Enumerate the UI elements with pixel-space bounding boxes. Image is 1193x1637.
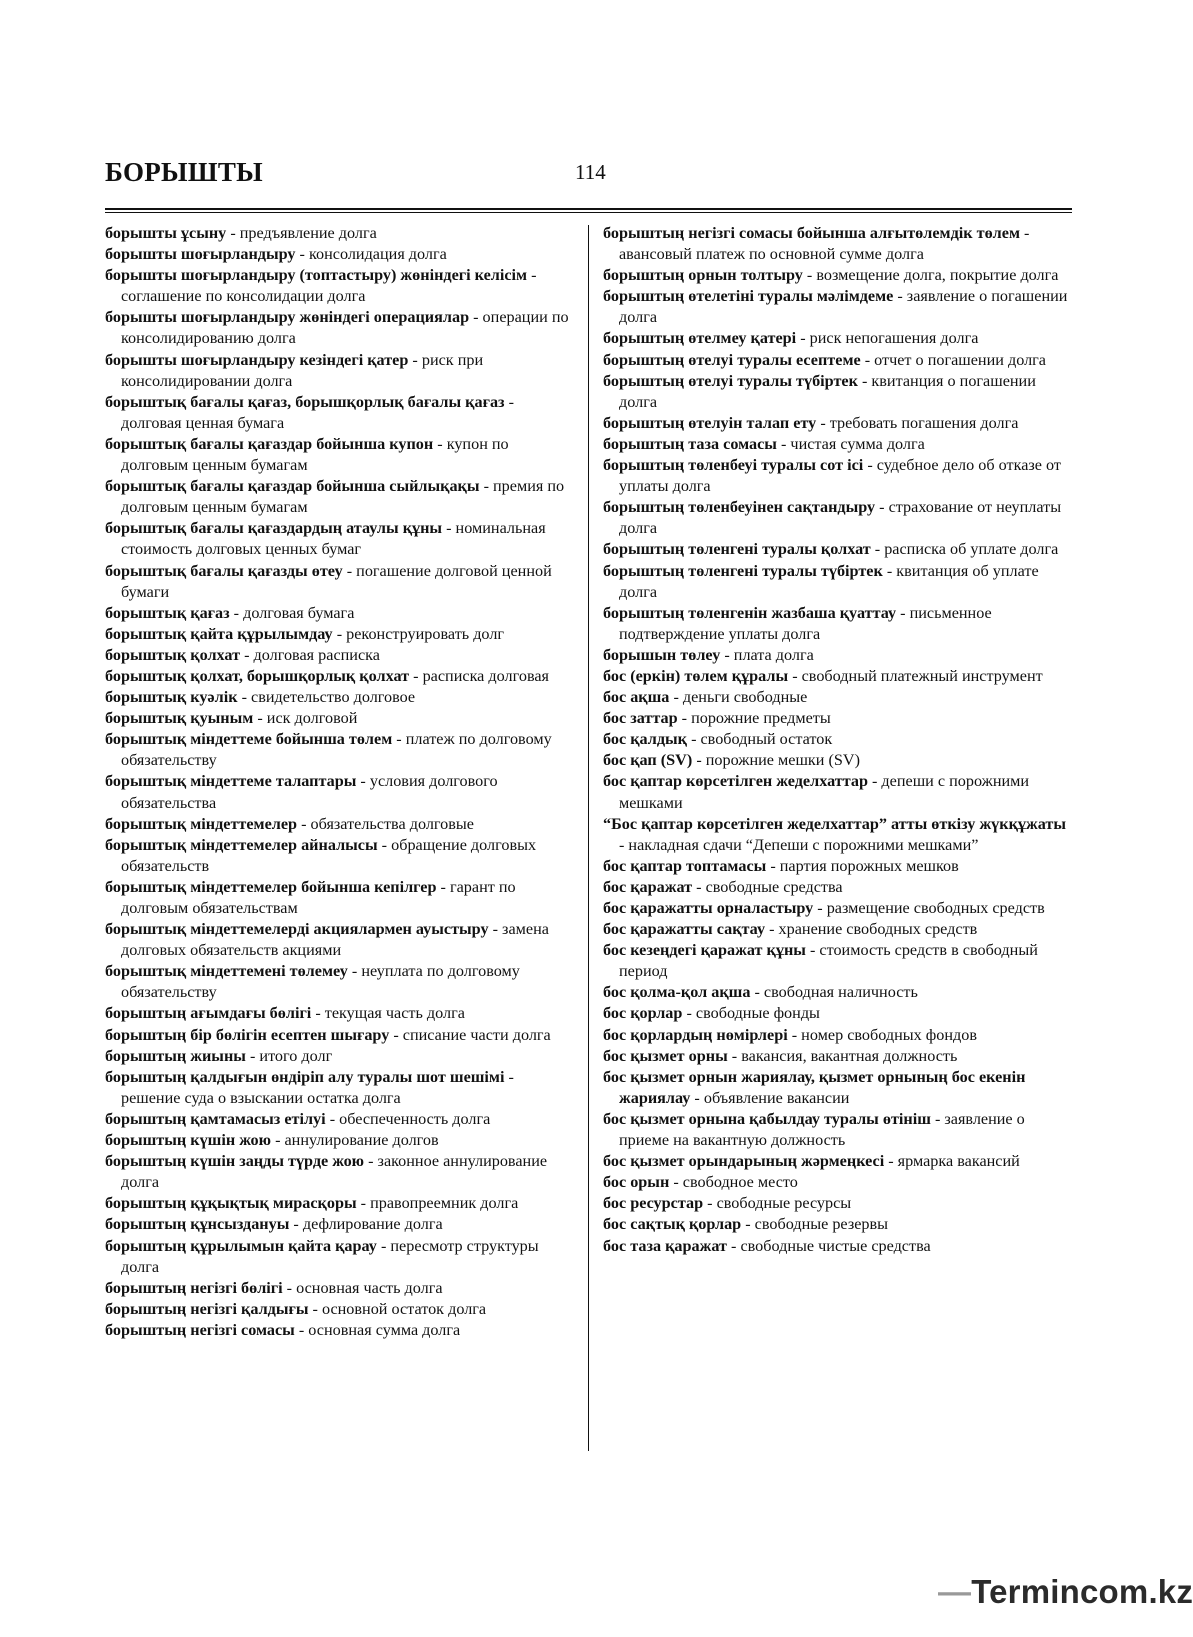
dictionary-entry: [105, 350, 577, 392]
dictionary-entry: [603, 919, 1073, 940]
entry-definition: - долговая расписка: [240, 645, 380, 664]
dictionary-entry: [603, 413, 1073, 434]
dictionary-entry: [105, 1299, 577, 1320]
dictionary-entry: [603, 434, 1073, 455]
entry-definition: - свидетельство долговое: [237, 688, 416, 707]
entry-term: борыштық бағалы қағаздар бойынша купон: [105, 434, 434, 453]
entry-term: борыштың төленбеуінен сақтандыру: [603, 498, 876, 517]
entry-definition: - свободное место: [669, 1173, 798, 1192]
entry-term: борыштың төленбеуі туралы сот ісі: [603, 456, 864, 475]
entry-term: борышын төлеу: [603, 645, 721, 664]
entry-term: борыштың құрылымын қайта қарау: [105, 1236, 377, 1255]
entry-term: борыштың қалдығын өндіріп алу туралы шот шешімі: [105, 1067, 505, 1086]
entry-definition: - иск долговой: [253, 709, 358, 728]
entry-term: борыштың күшін заңды түрде жою: [105, 1152, 365, 1171]
entry-definition: - размещение свободных средств: [813, 899, 1045, 917]
entry-definition: - порожние мешки (SV): [692, 751, 860, 770]
dictionary-entry: [105, 561, 577, 603]
entry-term: бос қолма-қол ақша: [603, 983, 751, 1002]
dictionary-entry: [105, 244, 577, 265]
dictionary-entry: [603, 265, 1073, 286]
entry-definition: - письменное подтверждение уплаты долга: [619, 603, 992, 643]
entry-term: бос ақша: [603, 688, 670, 707]
entry-term: бос сақтық қорлар: [603, 1215, 742, 1234]
left-column: [105, 223, 577, 1341]
dictionary-entry: [105, 1320, 577, 1341]
entry-term: бос қаптар топтамасы: [603, 856, 767, 875]
entry-term: борыштың өтелуін талап ету: [603, 413, 817, 432]
entry-term: бос қалдық: [603, 730, 688, 749]
entry-term: борыштың өтелуі туралы есептеме: [603, 350, 861, 369]
dictionary-entry: [603, 771, 1073, 813]
dictionary-entry: [603, 666, 1073, 687]
dictionary-entry: [603, 1193, 1073, 1214]
entry-definition: - свободная наличность: [750, 983, 918, 1002]
dictionary-entry: [603, 603, 1073, 645]
entry-definition: - риск при консолидировании долга: [121, 350, 484, 390]
header-rule: [105, 208, 1072, 210]
entry-definition: - свободные ресурсы: [703, 1194, 852, 1213]
entry-term: борыштық міндеттемелерді акциялармен ауыстыру: [105, 920, 489, 939]
entry-term: борыштың төленгені туралы қолхат: [603, 540, 871, 559]
header-rule-thin: [105, 212, 1072, 213]
entry-term: борышты шоғырландыру (топтастыру) жөніндегі келісім: [105, 266, 528, 285]
dictionary-entry: [105, 666, 577, 687]
entry-term: борыштың таза сомасы: [603, 434, 777, 453]
entry-definition: - премия по долговым ценным бумагам: [121, 477, 565, 517]
entry-definition: - замена долговых обязательств акциями: [121, 920, 549, 960]
entry-term: борыштық міндеттемелер айналысы: [105, 835, 378, 854]
entry-definition: - законное аннулирование долга: [121, 1152, 548, 1192]
dictionary-entry: [603, 898, 1073, 919]
entry-definition: - итого долг: [245, 1046, 333, 1065]
dictionary-entry: [603, 750, 1073, 771]
dictionary-entry: [105, 476, 577, 518]
dictionary-entry: [603, 1046, 1073, 1067]
entry-definition: - решение суда о взыскании остатка долга: [121, 1067, 514, 1107]
dictionary-entry: [603, 940, 1073, 982]
dictionary-entry: [603, 1025, 1073, 1046]
entry-definition: - неуплата по долговому обязательству: [121, 962, 520, 1002]
entry-term: борыштың жиыны: [105, 1046, 246, 1065]
dictionary-entry: [105, 307, 577, 349]
entry-term: борыштың өтелмеу қатері: [603, 329, 797, 348]
dictionary-entry: [105, 1130, 577, 1151]
entry-term: борыштық қолхат: [105, 645, 241, 664]
entry-definition: - партия порожных мешков: [766, 856, 959, 875]
entry-definition: - авансовый платеж по основной сумме долга: [619, 224, 1030, 264]
entry-definition: - обязательства долговые: [297, 814, 474, 833]
dictionary-entry: [105, 1067, 577, 1109]
entry-term: бос қорлардың нөмірлері: [603, 1025, 788, 1044]
dictionary-entry: [603, 223, 1073, 265]
entry-definition: - списание части долга: [389, 1025, 551, 1044]
entry-definition: - стоимость средств в свободный период: [619, 941, 1038, 981]
entry-definition: - свободные средства: [692, 877, 843, 896]
entry-definition: - ярмарка вакансий: [884, 1152, 1020, 1171]
entry-term: борыштық бағалы қағаздардың атаулы құны: [105, 519, 443, 538]
entry-term: борыштық қағаз: [105, 603, 230, 622]
entry-term: бос қаптар көрсетілген жеделхаттар: [603, 772, 868, 791]
entry-definition: - вакансия, вакантная должность: [727, 1046, 958, 1065]
entry-definition: - основная сумма долга: [294, 1320, 461, 1339]
entry-definition: - объявление вакансии: [690, 1088, 850, 1107]
dictionary-entry: [603, 1172, 1073, 1193]
entry-definition: - гарант по долговым обязательствам: [121, 877, 516, 917]
entry-term: бос қаражатты сақтау: [603, 920, 766, 939]
entry-definition: - основной остаток долга: [308, 1299, 487, 1318]
entry-definition: - операции по консолидированию долга: [121, 308, 569, 348]
entry-definition: - порожние предметы: [677, 709, 831, 728]
dictionary-entry: [105, 814, 577, 835]
entry-term: борыштың төленгені туралы түбіртек: [603, 561, 883, 580]
dictionary-entry: [105, 1109, 577, 1130]
dictionary-entry: [105, 518, 577, 560]
right-column: [603, 223, 1073, 1257]
entry-term: борыштың негізгі сомасы бойынша алғытөлемдік төлем: [603, 224, 1020, 242]
entry-definition: - реконструировать долг: [332, 624, 505, 643]
dictionary-entry: [603, 877, 1073, 898]
dictionary-entry: [105, 1003, 577, 1024]
entry-term: борыштық міндеттеме талаптары: [105, 772, 357, 791]
entry-definition: - чистая сумма долга: [776, 434, 925, 453]
entry-term: борыштың бір бөлігін есептен шығару: [105, 1025, 390, 1044]
entry-term: борыштық қайта құрылымдау: [105, 624, 333, 643]
dictionary-entry: [603, 1236, 1073, 1257]
entry-definition: - платеж по долговому обязательству: [121, 730, 552, 770]
entry-definition: - основная часть долга: [282, 1278, 443, 1297]
entry-definition: - условия долгового обязательства: [121, 772, 498, 812]
entry-definition: - квитанция об уплате долга: [619, 561, 1039, 601]
entry-term: борыштық қолхат, борышқорлық қолхат: [105, 666, 410, 685]
dictionary-entry: [105, 961, 577, 1003]
dictionary-entry: [105, 877, 577, 919]
dictionary-entry: [105, 392, 577, 434]
dictionary-entry: [105, 1151, 577, 1193]
entry-definition: - свободный платежный инструмент: [788, 666, 1043, 685]
entry-definition: - отчет о погашении долга: [860, 350, 1046, 369]
entry-term: борыштың өтелуі туралы түбіртек: [603, 371, 858, 390]
entry-definition: - заявление о погашении долга: [619, 287, 1068, 327]
entry-term: борыштық бағалы қағаз, борышқорлық бағалы қағаз: [105, 392, 505, 411]
page-number: 114: [575, 160, 606, 184]
terminkom-logo: [938, 1573, 1193, 1611]
entry-term: борыштың негізгі сомасы: [105, 1320, 295, 1339]
entry-definition: - хранение свободных средств: [765, 920, 978, 939]
entry-definition: - накладная сдачи “Депеши с порожними мешками”: [619, 835, 979, 854]
entry-definition: - расписка долговая: [409, 666, 550, 685]
dictionary-entry: [603, 687, 1073, 708]
entry-definition: - деньги свободные: [669, 688, 808, 707]
entry-term: борышты шоғырландыру: [105, 245, 296, 264]
entry-definition: - дефлирование долга: [289, 1215, 443, 1234]
entry-definition: - свободные резервы: [741, 1215, 889, 1234]
entry-term: борыштың қамтамасыз етілуі: [105, 1109, 326, 1128]
entry-definition: - судебное дело об отказе от уплаты долга: [619, 456, 1061, 496]
entry-term: бос орын: [603, 1173, 670, 1192]
dictionary-entry: [105, 434, 577, 476]
entry-term: борыштың негізгі бөлігі: [105, 1278, 283, 1297]
entry-term: борышты шоғырландыру жөніндегі операциялар: [105, 308, 470, 327]
entry-definition: - плата долга: [720, 645, 814, 664]
dictionary-entry: [603, 1109, 1073, 1151]
entry-term: бос қаражатты орналастыру: [603, 899, 814, 917]
entry-term: борышты ұсыну: [105, 224, 227, 242]
page-header-title: БОРЫШТЫ: [105, 157, 263, 187]
dictionary-entry: [603, 1003, 1073, 1024]
entry-definition: - свободный остаток: [687, 730, 833, 749]
entry-definition: - аннулирование долгов: [271, 1131, 439, 1150]
entry-definition: - квитанция о погашении долга: [619, 371, 1036, 411]
entry-definition: - номинальная стоимость долговых ценных бумаг: [121, 519, 546, 559]
entry-definition: - расписка об уплате долга: [870, 540, 1059, 559]
dictionary-entry: [603, 371, 1073, 413]
dictionary-entry: [105, 729, 577, 771]
entry-definition: - возмещение долга, покрытие долга: [802, 266, 1059, 285]
entry-term: борыштың құнсыздануы: [105, 1215, 290, 1234]
dictionary-entry: [105, 1193, 577, 1214]
entry-definition: - купон по долговым ценным бумагам: [121, 434, 509, 475]
dictionary-entry: [603, 814, 1073, 856]
dictionary-entry: [105, 835, 577, 877]
dictionary-entry: [603, 497, 1073, 539]
entry-term: бос қызмет орындарының жәрмеңкесі: [603, 1152, 885, 1171]
dictionary-entry: [105, 1236, 577, 1278]
column-divider: [588, 225, 589, 1451]
logo-text-t: T: [971, 1573, 990, 1610]
entry-term: бос таза қаражат: [603, 1236, 727, 1255]
entry-definition: - номер свободных фондов: [787, 1025, 978, 1044]
entry-term: борыштық қуыным: [105, 709, 254, 728]
entry-term: бос қап (SV): [603, 751, 693, 770]
entry-definition: - консолидация долга: [295, 245, 447, 264]
entry-definition: - свободные чистые средства: [726, 1236, 931, 1255]
dictionary-entry: [603, 455, 1073, 497]
dictionary-entry: [603, 539, 1073, 560]
entry-term: бос қызмет орнына қабылдау туралы өтініш: [603, 1109, 931, 1128]
entry-term: борыштық бағалы қағаздар бойынша сыйлықақы: [105, 477, 480, 496]
dictionary-entry: [105, 265, 577, 307]
entry-term: бос заттар: [603, 709, 678, 728]
dictionary-entry: [105, 1046, 577, 1067]
dictionary-entry: [603, 328, 1073, 349]
entry-term: “Бос қаптар көрсетілген жеделхаттар” атты өткізу жүкқұжаты: [603, 814, 1067, 833]
dictionary-entry: [105, 603, 577, 624]
dictionary-entry: [105, 624, 577, 645]
entry-definition: - долговая ценная бумага: [121, 392, 514, 432]
entry-term: борыштың құқықтық мирасқоры: [105, 1194, 357, 1213]
dictionary-entry: [105, 771, 577, 813]
dictionary-entry: [603, 350, 1073, 371]
dictionary-entry: [105, 1214, 577, 1235]
dictionary-entry: [603, 1214, 1073, 1235]
entry-term: борыштық міндеттемені төлемеу: [105, 962, 348, 981]
entry-term: бос қорлар: [603, 1004, 683, 1023]
entry-term: борышты шоғырландыру кезіндегі қатер: [105, 350, 409, 369]
entry-term: бос (еркін) төлем құралы: [603, 666, 789, 685]
entry-definition: - соглашение по консолидации долга: [121, 266, 537, 306]
logo-text: ermincom.kz: [989, 1573, 1193, 1610]
dictionary-entry: [105, 223, 577, 244]
entry-term: борыштың ағымдағы бөлігі: [105, 1004, 312, 1023]
entry-term: борыштың өтелетіні туралы мәлімдеме: [603, 287, 894, 306]
entry-term: борыштық міндеттеме бойынша төлем: [105, 730, 393, 749]
entry-term: бос қызмет орны: [603, 1046, 728, 1065]
dictionary-entry: [603, 982, 1073, 1003]
entry-term: борыштық бағалы қағазды өтеу: [105, 561, 343, 580]
dictionary-entry: [105, 1278, 577, 1299]
entry-definition: - требовать погашения долга: [816, 413, 1019, 432]
dictionary-entry: [603, 286, 1073, 328]
entry-term: борыштық міндеттемелер бойынша кепілгер: [105, 877, 437, 896]
dictionary-entry: [105, 919, 577, 961]
entry-term: борыштық міндеттемелер: [105, 814, 298, 833]
entry-definition: - страхование от неуплаты долга: [619, 498, 1062, 538]
dictionary-entry: [105, 708, 577, 729]
entry-definition: - текущая часть долга: [311, 1004, 465, 1023]
entry-term: бос ресурстар: [603, 1194, 704, 1213]
entry-term: борыштың орнын толтыру: [603, 266, 803, 285]
entry-definition: - обращение долговых обязательств: [121, 835, 537, 875]
dictionary-entry: [603, 708, 1073, 729]
entry-definition: - депеши с порожними мешками: [619, 772, 1030, 812]
entry-definition: - правопреемник долга: [356, 1194, 519, 1213]
dictionary-entry: [105, 687, 577, 708]
dictionary-entry: [105, 645, 577, 666]
entry-definition: - долговая бумага: [229, 603, 355, 622]
entry-definition: - предъявление долга: [226, 224, 377, 242]
dictionary-entry: [603, 729, 1073, 750]
entry-definition: - обеспеченность долга: [325, 1109, 491, 1128]
logo-mark: —: [938, 1573, 972, 1610]
dictionary-entry: [603, 856, 1073, 877]
entry-definition: - погашение долговой ценной бумаги: [121, 561, 552, 601]
dictionary-entry: [603, 1067, 1073, 1109]
entry-term: борыштың төленгенін жазбаша қуаттау: [603, 603, 897, 622]
entry-term: борыштың негізгі қалдығы: [105, 1299, 309, 1318]
entry-definition: - риск непогашения долга: [796, 329, 979, 348]
entry-term: борыштың күшін жою: [105, 1131, 272, 1150]
entry-definition: - заявление о приеме на вакантную должность: [619, 1109, 1025, 1150]
entry-term: борыштық куәлік: [105, 688, 238, 707]
entry-term: бос қаражат: [603, 877, 693, 896]
entry-term: бос қызмет орнын жариялау, қызмет орнының бос екенін жариялау: [603, 1067, 1026, 1107]
dictionary-entry: [603, 1151, 1073, 1172]
entry-term: бос кезеңдегі қаражат құны: [603, 941, 806, 960]
dictionary-entry: [603, 561, 1073, 603]
entry-definition: - пересмотр структуры долга: [121, 1236, 539, 1276]
dictionary-entry: [105, 1025, 577, 1046]
dictionary-entry: [603, 645, 1073, 666]
entry-definition: - свободные фонды: [682, 1004, 820, 1023]
